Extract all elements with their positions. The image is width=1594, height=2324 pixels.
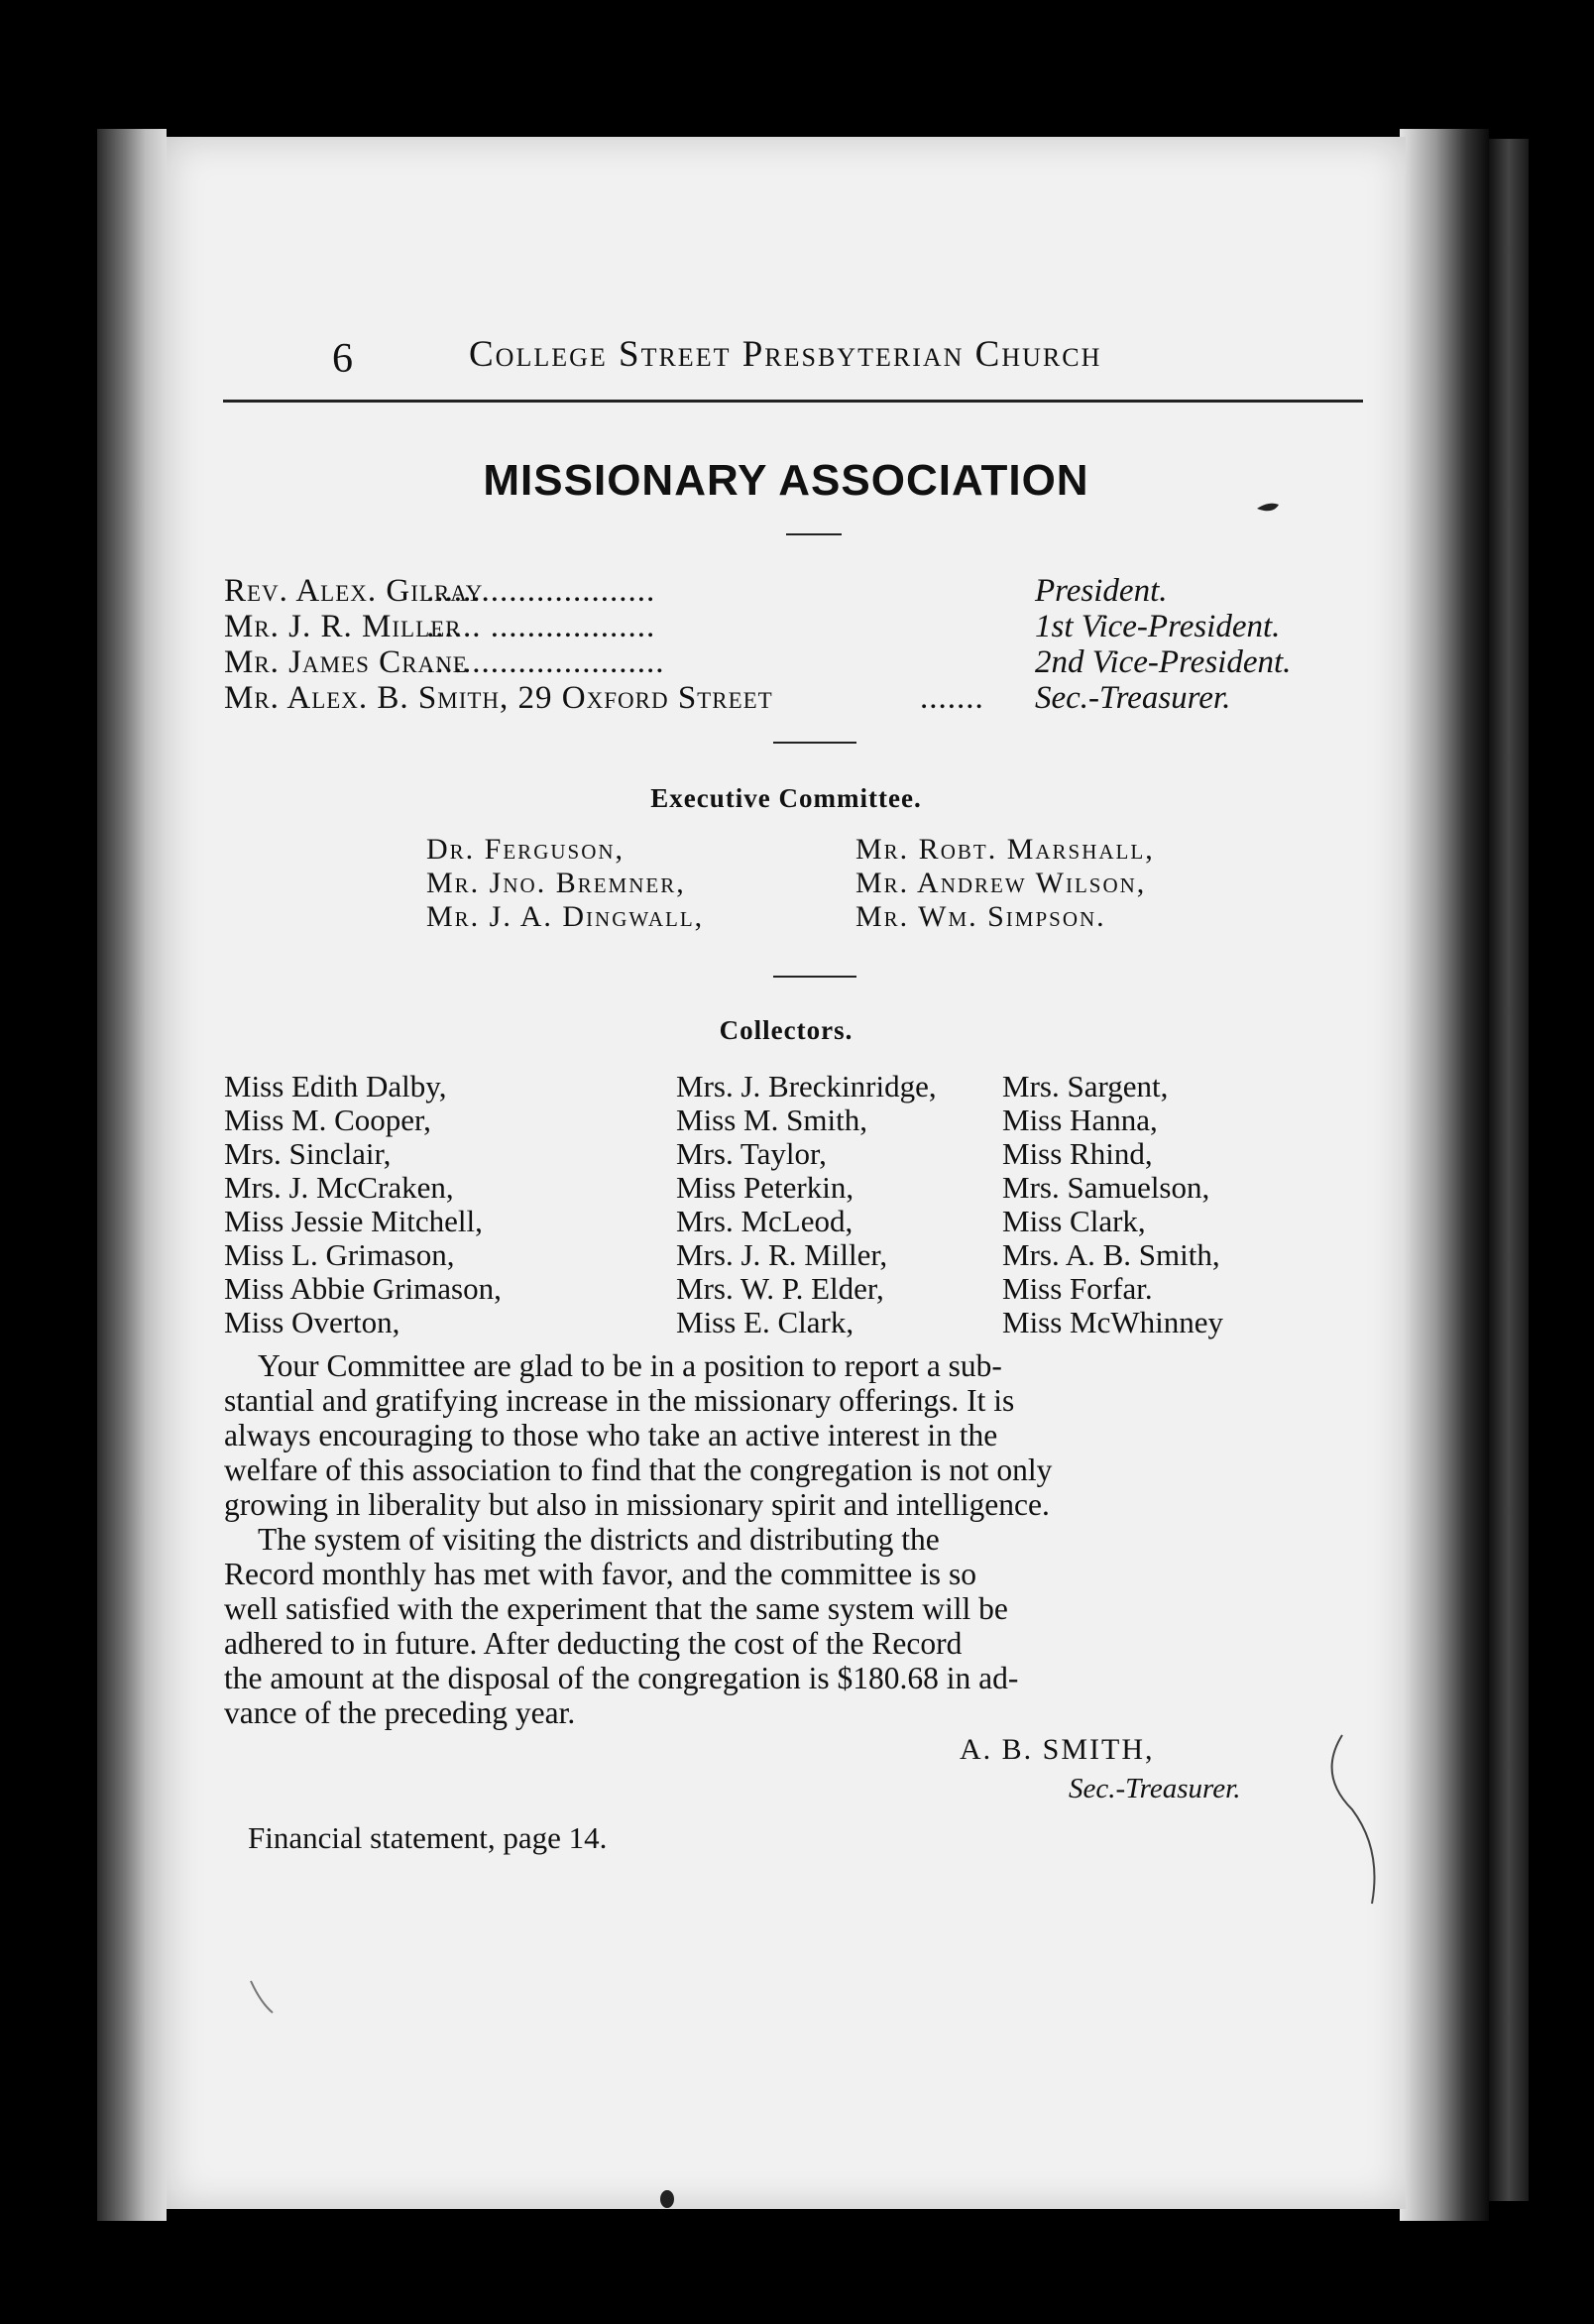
page-number: 6 xyxy=(332,336,353,382)
collector: Miss Peterkin, xyxy=(676,1170,854,1205)
report-line: The system of visiting the districts and distributing the xyxy=(258,1522,940,1557)
report-line: welfare of this association to find that the congregation is not only xyxy=(224,1452,1053,1487)
officer-name: Mr. James Crane xyxy=(224,644,468,680)
report-line: stantial and gratifying increase in the missionary offerings. It is xyxy=(224,1383,1015,1418)
collector: Mrs. Sinclair, xyxy=(224,1136,392,1171)
report-line: adhered to in future. After deducting the cost of the Record xyxy=(224,1626,963,1661)
executive-member: Mr. Wm. Simpson. xyxy=(855,900,1106,933)
running-header: College Street Presbyterian Church xyxy=(469,334,1102,375)
collector: Miss Rhind, xyxy=(1002,1136,1153,1171)
executive-member: Mr. J. A. Dingwall, xyxy=(426,900,705,933)
collector: Miss Clark, xyxy=(1002,1204,1146,1238)
collector: Mrs. J. R. Miller, xyxy=(676,1237,888,1272)
report-line: Record monthly has met with favor, and the committee is so xyxy=(224,1557,976,1591)
report-line: always encouraging to those who take an active interest in the xyxy=(224,1418,998,1452)
officer-name: Rev. Alex. Gilray xyxy=(224,573,484,609)
document-page xyxy=(167,137,1406,2209)
section-divider xyxy=(773,976,856,978)
signature-name: A. B. SMITH, xyxy=(960,1733,1155,1766)
collector: Miss Jessie Mitchell, xyxy=(224,1204,483,1238)
collector: Mrs. A. B. Smith, xyxy=(1002,1237,1220,1272)
report-line: vance of the preceding year. xyxy=(224,1695,576,1730)
collector: Mrs. Taylor, xyxy=(676,1136,827,1171)
page-title: MISSIONARY ASSOCIATION xyxy=(483,456,1089,505)
collector: Miss McWhinney xyxy=(1002,1305,1224,1339)
report-line: well satisfied with the experiment that the same system will be xyxy=(224,1591,1008,1626)
collector: Miss Forfar. xyxy=(1002,1271,1153,1306)
collector: Miss Abbie Grimason, xyxy=(224,1271,502,1306)
collector: Miss Edith Dalby, xyxy=(224,1069,447,1104)
officer-role: 1st Vice-President. xyxy=(1035,609,1281,644)
officer-role: President. xyxy=(1035,573,1168,609)
report-line: the amount at the disposal of the congregation is $180.68 in ad- xyxy=(224,1661,1019,1695)
officer-role: 2nd Vice-President. xyxy=(1035,644,1292,680)
collector: Miss M. Cooper, xyxy=(224,1103,431,1137)
collector: Mrs. Sargent, xyxy=(1002,1069,1169,1104)
scan-binding-left xyxy=(97,129,167,2221)
section-divider xyxy=(773,742,856,744)
report-line: Your Committee are glad to be in a position to report a sub- xyxy=(258,1348,1002,1383)
report-line: growing in liberality but also in missionary spirit and intelligence. xyxy=(224,1487,1050,1522)
collector: Miss E. Clark, xyxy=(676,1305,854,1339)
collector: Miss Hanna, xyxy=(1002,1103,1158,1137)
executive-member: Dr. Ferguson, xyxy=(426,833,626,866)
collector: Mrs. McLeod, xyxy=(676,1204,854,1238)
collector: Miss Overton, xyxy=(224,1305,400,1339)
scan-edge-right xyxy=(1489,139,1529,2201)
collector: Mrs. W. P. Elder, xyxy=(676,1271,884,1306)
officer-dots: ...... .................. xyxy=(426,609,656,644)
header-rule xyxy=(223,400,1363,403)
stray-mark xyxy=(660,2190,674,2208)
officer-name: Mr. Alex. B. Smith, 29 Oxford Street xyxy=(224,680,773,716)
officer-dots: ....... xyxy=(920,680,984,716)
stray-mark xyxy=(1332,1735,1375,1904)
officer-role: Sec.-Treasurer. xyxy=(1035,680,1231,716)
collector: Mrs. J. McCraken, xyxy=(224,1170,454,1205)
stray-mark xyxy=(251,1981,273,2013)
financial-note: Financial statement, page 14. xyxy=(248,1820,608,1855)
officer-name: Mr. J. R. Miller xyxy=(224,609,462,644)
scan-binding-right xyxy=(1400,129,1489,2221)
collector: Miss M. Smith, xyxy=(676,1103,867,1137)
collector: Mrs. Samuelson, xyxy=(1002,1170,1210,1205)
executive-member: Mr. Andrew Wilson, xyxy=(855,867,1147,899)
collectors-heading: Collectors. xyxy=(719,1015,854,1045)
collector: Miss L. Grimason, xyxy=(224,1237,455,1272)
signature-role: Sec.-Treasurer. xyxy=(1069,1773,1241,1804)
collector: Mrs. J. Breckinridge, xyxy=(676,1069,937,1104)
executive-member: Mr. Robt. Marshall, xyxy=(855,833,1155,866)
executive-heading: Executive Committee. xyxy=(650,783,922,813)
title-divider xyxy=(786,533,842,535)
officer-dots: ......................... xyxy=(426,573,656,609)
officer-dots: .......................... xyxy=(426,644,665,680)
executive-member: Mr. Jno. Bremner, xyxy=(426,867,686,899)
